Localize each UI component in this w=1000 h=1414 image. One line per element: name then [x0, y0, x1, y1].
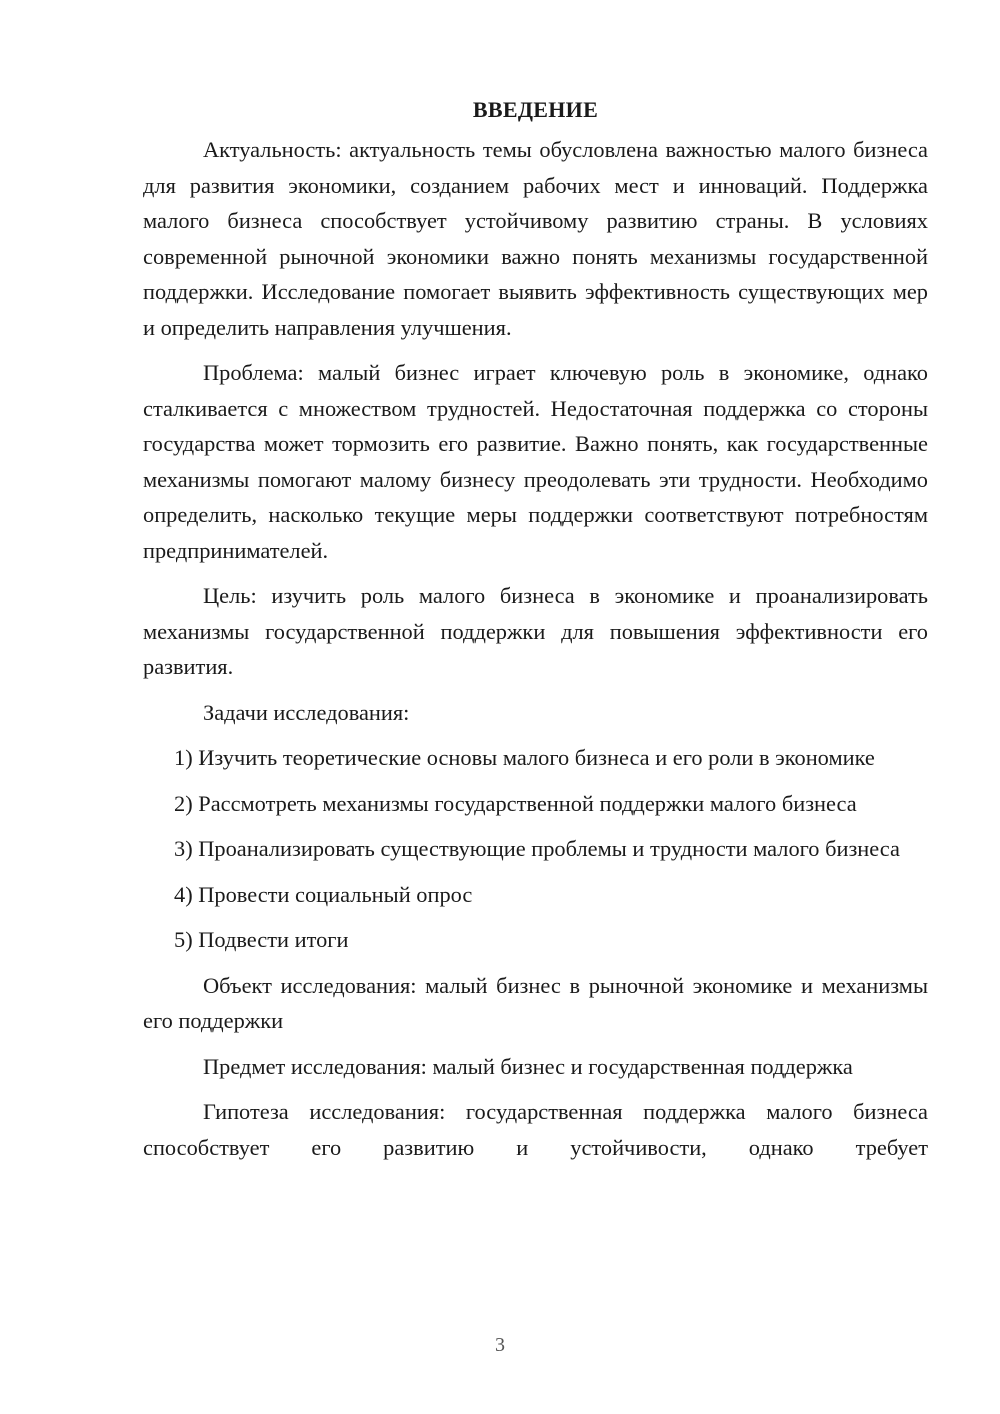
- task-item: 3) Проанализировать существующие проблемы и трудности малого бизнеса: [174, 836, 900, 861]
- document-page: [143, 92, 928, 1175]
- object-paragraph: Объект исследования: малый бизнес в рыночной экономике и механизмы его поддержки: [143, 972, 928, 1033]
- task-item: 2) Рассмотреть механизмы государственной поддержки малого бизнеса: [174, 790, 857, 816]
- relevance-paragraph: Актуальность: актуальность темы обусловлена важностью малого бизнеса для развития экономики, созданием рабочих мест и инноваций. Поддержка малого бизнеса способствует устойчивому развитию страны. В условиях современной рыночной экономики важно понять механизмы государственной поддержки. Исследование помогает выявить эффективность существующих мер и определить направления улучшения.: [143, 137, 928, 340]
- tasks-list: [143, 740, 928, 958]
- task-item: 1) Изучить теоретические основы малого бизнеса и его роли в экономике: [174, 745, 875, 770]
- page-number: 3: [495, 1334, 505, 1356]
- task-item: 4) Провести социальный опрос: [174, 881, 473, 907]
- subject-paragraph: Предмет исследования: малый бизнес и государственная поддержка: [203, 1053, 853, 1079]
- hypothesis-paragraph: Гипотеза исследования: государственная поддержка малого бизнеса способствует его развитию и устойчивости, однако требует: [143, 1099, 928, 1160]
- section-title: ВВЕДЕНИЕ: [472, 97, 599, 122]
- problem-paragraph: Проблема: малый бизнес играет ключевую роль в экономике, однако сталкивается с множеством трудностей. Недостаточная поддержка со стороны государства может тормозить его развитие. Важно понять, как государственные механизмы помогают малому бизнесу преодолевать эти трудности. Необходимо определить, насколько текущие меры поддержки соответствуют потребностям предпринимателей.: [143, 360, 928, 563]
- goal-paragraph: Цель: изучить роль малого бизнеса в экономике и проанализировать механизмы государственной поддержки для повышения эффективности его развития.: [143, 583, 928, 679]
- task-item: 5) Подвести итоги: [174, 927, 349, 952]
- tasks-heading: Задачи исследования:: [203, 699, 410, 725]
